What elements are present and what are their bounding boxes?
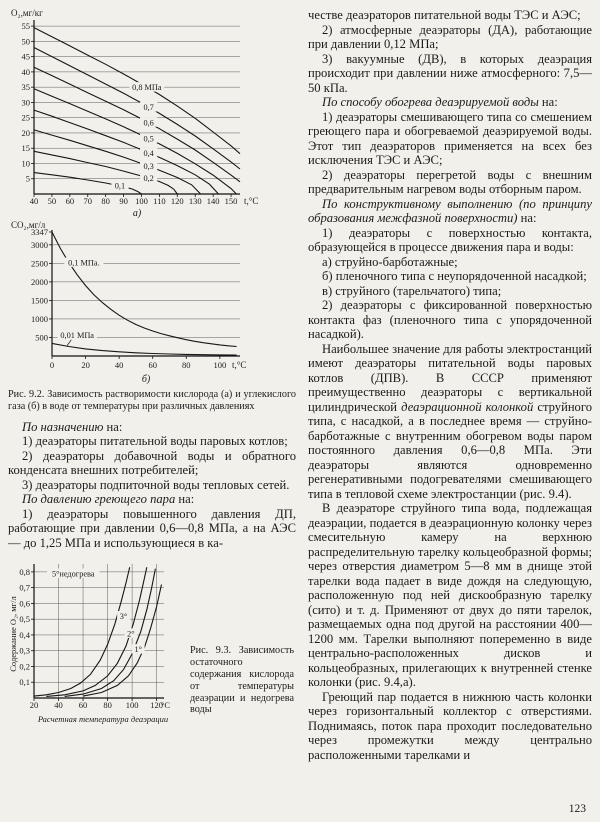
x-tick-label: 20 <box>29 700 39 711</box>
curve-label: 0,1 <box>114 181 126 191</box>
paragraph <box>308 501 592 690</box>
curve-0,7 <box>34 48 240 170</box>
x-tick-label: 0 <box>49 360 55 370</box>
fig-9-2b-co2-solubility-chart <box>8 220 292 386</box>
paragraph <box>308 255 592 270</box>
text-run: По конструктивному выполнению (по принципу образования межфазной поверхности) <box>308 196 592 225</box>
x-tick-label: 40 <box>29 196 39 206</box>
paragraph <box>308 168 592 197</box>
curve-label: 5°недогрева <box>51 569 95 579</box>
x-tick-label: 80 <box>101 196 110 206</box>
text-run: 3) деаэраторы подпиточной воды тепловых сетей. <box>22 477 290 492</box>
y-tick-label: 2000 <box>31 276 48 287</box>
x-tick-label: 130 <box>188 196 202 206</box>
fig-9-3-block <box>8 556 296 730</box>
paragraph <box>308 52 592 96</box>
right-column <box>308 8 592 814</box>
x-tick-label: 70 <box>83 196 92 206</box>
axis-text: СО₂,мг/л <box>11 220 46 230</box>
x-tick-label: 100 <box>135 196 148 206</box>
curve-label: 2° <box>127 629 135 639</box>
x-tick-label: 110 <box>153 196 166 206</box>
text-run: струйного типа, с насадкой, а в последнее время — струйно-барботажные с внутренним обогревом воды паром постоянного давления 0,6—0,8 МПа. Эти деаэраторы являются одновременно регенеративными подогревателями смешивающего типа в тепловой схеме электростанции (рис. 9.4). <box>308 399 592 501</box>
paragraph <box>8 478 296 493</box>
fig-9-2-caption: Рис. 9.2. Зависимость растворимости кислорода (а) и углекислого газа (б) в воде от температуры при различных давлениях <box>8 389 296 412</box>
x-tick-label: 150 <box>224 196 238 206</box>
y-tick-label: 1000 <box>31 313 48 324</box>
y-tick-label: 30 <box>21 97 30 108</box>
text-run: В деаэраторе струйного типа вода, подлежащая деаэрации, подается в деаэрационную колонку через смесительную камеру на верхнюю распределительную тарелку кольцеобразной формы; через отверстия диаметром 5—8 мм в днище этой тарелки вода падает в виде дождя на следующую, расположенную под ней дискообразную тарелку (сито) и т. д. Применяют от двух до пяти тарелок, размещаемых одна под другой на расстоянии 400—1200 мм. Тарелки выполняют попеременно в виде центрально-расположенных дисков и кольцеобразных, прилегающих к внутренней стенке колонки (рис. 9.4,а). <box>308 501 592 689</box>
y-tick-label: 0,2 <box>19 661 30 672</box>
y-tick-label: 2500 <box>31 258 48 269</box>
paragraph <box>308 8 592 23</box>
y-tick-label: 55 <box>21 21 30 32</box>
axis-text: О₂,мг/кг <box>11 8 43 18</box>
left-column-text <box>8 420 296 551</box>
paragraph <box>308 342 592 502</box>
paragraph <box>8 420 296 435</box>
paragraph <box>308 197 592 226</box>
text-run: 2) деаэраторы перегретой воды с внешним предварительным нагревом воды отборным паром. <box>308 167 592 196</box>
y-tick-label: 50 <box>21 36 30 47</box>
curve-label: 0,7 <box>143 103 154 112</box>
axis-text: °C <box>161 700 171 711</box>
y-tick-label: 25 <box>21 112 30 123</box>
paragraph <box>8 507 296 551</box>
x-tick-label: 120 <box>170 196 184 206</box>
axis-text: а) <box>132 208 142 218</box>
text-run: 2) атмосферные деаэраторы (ДА), работающие при давлении 0,12 МПа; <box>308 22 592 51</box>
y-tick-label: 3347 <box>31 226 48 237</box>
text-run: 2) деаэраторы добавочной воды и обратного конденсата внешних потребителей; <box>8 448 296 478</box>
x-tick-label: 60 <box>65 196 75 206</box>
y-tick-label: 40 <box>21 66 30 77</box>
y-tick-label: 0,3 <box>19 645 30 656</box>
text-run: б) пленочного типа с неупорядоченной насадкой; <box>322 269 587 283</box>
curve-label: 0,4 <box>143 148 154 158</box>
text-run: на: <box>175 492 195 507</box>
text-run: а) струйно-барботажные; <box>322 254 458 269</box>
y-tick-label: 15 <box>21 143 30 154</box>
text-run: деаэрационной колонкой <box>401 399 534 414</box>
y-tick-label: 500 <box>35 332 48 343</box>
y-tick-label: 0,8 <box>19 566 30 577</box>
text-run: По способу обогрева деаэрируемой воды <box>322 95 539 109</box>
paragraph <box>308 95 592 110</box>
curve-label: 0,6 <box>143 118 154 128</box>
curve-0,01 МПа <box>52 343 237 355</box>
x-tick-label: 100 <box>213 360 227 370</box>
paragraph <box>8 492 296 507</box>
y-tick-label: 45 <box>21 51 30 62</box>
y-tick-label: 0,5 <box>19 614 30 625</box>
axis-text: Расчетная температура деаэрации <box>37 714 169 725</box>
x-tick-label: 100 <box>125 700 139 711</box>
fig-9-3-residual-oxygen-chart <box>8 556 186 728</box>
text-run: 1) деаэраторы питательной воды паровых котлов; <box>22 434 288 449</box>
y-tick-label: 0,4 <box>19 630 30 641</box>
text-run: на: <box>517 211 537 225</box>
text-run: 1) деаэраторы повышенного давления ДП, работающие при давлении 0,6—0,8 МПа, а на АЭС — до 1,25 МПа и использующиеся в ка- <box>8 506 296 550</box>
x-tick-label: 90 <box>119 196 128 206</box>
paragraph <box>308 690 592 763</box>
y-tick-label: 10 <box>21 158 30 169</box>
y-tick-label: 20 <box>21 127 30 138</box>
text-run: 3) вакуумные (ДВ), в которых деаэрация происходит при давлении ниже атмосферного: 7,5—50 кПа. <box>308 51 592 95</box>
text-run: Наибольшее значение для работы электростанций имеют деаэраторы питательной воды паровых котлов (ДПВ). В СССР применяют преимущественно деаэраторы с вертикальной цилиндрической <box>308 341 592 414</box>
x-tick-label: 60 <box>148 360 157 370</box>
x-tick-label: 120 <box>150 700 164 711</box>
text-run: Греющий пар подается в нижнюю часть колонки через горизонтальный коллектор с отверстиями. Поднимаясь, поток пара проходит последовательно через промежутки между центрально расположенными тарелками и <box>308 689 592 762</box>
curve-label: 0,3 <box>143 161 154 171</box>
paragraph <box>308 23 592 52</box>
text-run: на: <box>538 95 558 109</box>
text-run: По давлению греющего пара <box>22 492 176 507</box>
curve-label: 3° <box>119 612 128 622</box>
text-run: 2) деаэраторы с фиксированной поверхностью контакта фаз (пленочного типа с упорядоченной насадкой). <box>308 298 592 341</box>
axis-text: t,°C <box>244 196 259 206</box>
left-column <box>8 8 296 814</box>
text-run: По назначению <box>22 419 104 434</box>
text-run: 1) деаэраторы смешивающего типа со смешением греющего пара и обогреваемой деаэрируемой воды. Этот тип деаэраторов применяется на всех без исключения ТЭС и АЭС; <box>308 109 592 167</box>
curve-label: 0,2 <box>143 173 154 183</box>
curve-label: 0,5 <box>143 134 154 144</box>
text-run: честве деаэраторов питательной воды ТЭС и АЭС; <box>308 8 581 22</box>
y-tick-label: 0,1 <box>19 677 30 688</box>
x-tick-label: 60 <box>78 700 88 711</box>
y-tick-label: 0,7 <box>19 582 30 593</box>
x-tick-label: 40 <box>114 360 124 370</box>
y-tick-label: 3000 <box>31 239 48 250</box>
x-tick-label: 80 <box>103 700 112 711</box>
curve-label: 0,01 МПа <box>60 331 95 341</box>
curve-1° <box>83 585 161 697</box>
x-tick-label: 40 <box>54 700 63 711</box>
paragraph <box>308 298 592 342</box>
fig-9-3-caption: Рис. 9.3. Зависимость остаточного содержания кислорода от температуры деаэрации и недогрева воды <box>190 645 294 716</box>
curve-5° недогрева <box>34 567 130 696</box>
x-tick-label: 80 <box>182 360 191 370</box>
y-tick-label: 35 <box>21 82 30 93</box>
axis-text: Содержание О₂, мг/л <box>8 596 18 672</box>
y-tick-label: 0,6 <box>19 598 30 609</box>
paragraph <box>8 449 296 478</box>
x-tick-label: 50 <box>47 196 57 206</box>
text-run: на: <box>103 419 123 434</box>
curve-0,1 МПа <box>52 232 237 347</box>
paragraph <box>308 284 592 299</box>
curve-label: 0,8 МПа <box>132 83 162 93</box>
axis-text: б) <box>141 374 151 385</box>
axis-text: t,°C <box>232 360 247 370</box>
paragraph <box>308 110 592 168</box>
page-number: 123 <box>568 803 586 815</box>
paragraph <box>8 434 296 449</box>
curve-0,5 <box>34 89 236 194</box>
paragraph <box>308 269 592 284</box>
y-tick-label: 1500 <box>31 295 48 306</box>
text-run: в) струйного (тарельчатого) типа; <box>322 283 502 298</box>
y-tick-label: 5 <box>25 173 30 184</box>
curve-label: 0,1 МПа. <box>68 258 100 268</box>
fig-9-2a-oxygen-solubility-chart <box>8 8 292 218</box>
x-tick-label: 20 <box>81 360 90 370</box>
paragraph <box>308 226 592 255</box>
curve-0,2 <box>34 148 177 194</box>
x-tick-label: 140 <box>206 196 220 206</box>
text-run: 1) деаэраторы с поверхностью контакта, образующейся в процессе движения пара и воды: <box>308 225 592 254</box>
curve-label: 1° <box>134 645 142 655</box>
